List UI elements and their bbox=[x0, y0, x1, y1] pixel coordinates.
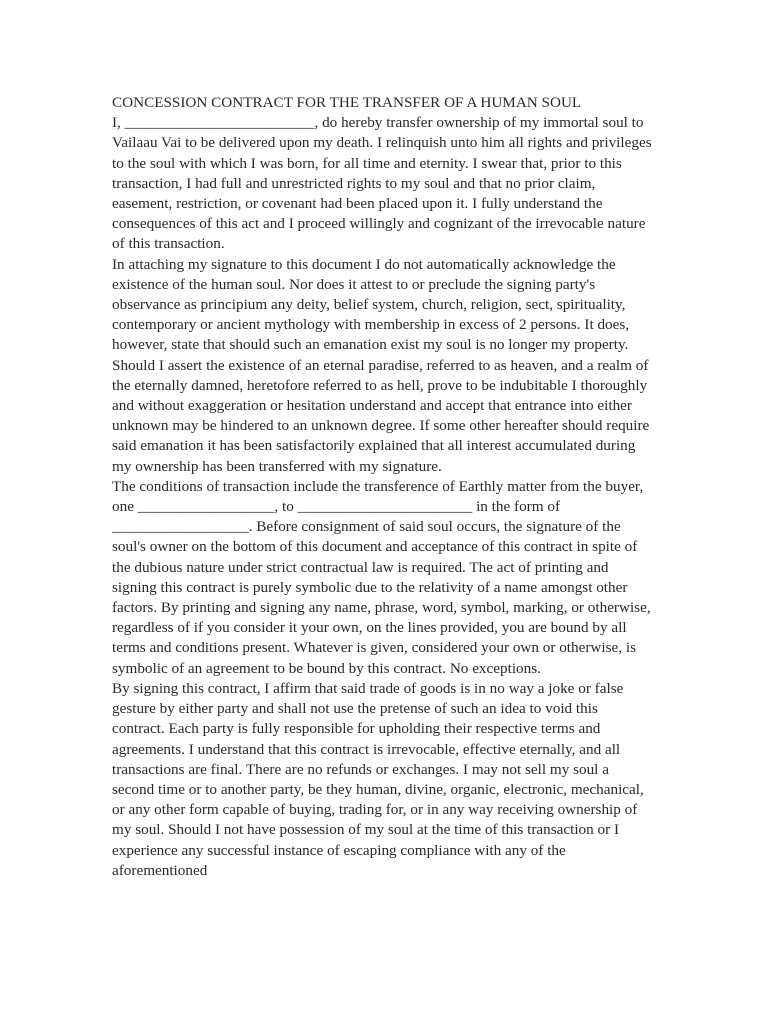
document-body bbox=[112, 93, 652, 881]
document-title: CONCESSION CONTRACT FOR THE TRANSFER OF A HUMAN SOUL bbox=[112, 94, 582, 111]
paragraph-signature-meaning: In attaching my signature to this document I do not automatically acknowledge the existence of the human soul. Nor does it attest to or preclude the signing party's observance as principium any deity, belief system, church, religion, sect, spirituality, contemporary or ancient mythology with membership in excess of 2 persons. It does, however, state that should such an emanation exist my soul is no longer my property. Should I assert the existence of an eternal paradise, referred to as heaven, and a realm of the eternally damned, heretofore referred to as hell, prove to be indubitable I thoroughly and without exaggeration or hesitation understand and accept that entrance into either unknown may be hindered to an unknown degree. If some other hereafter should require said emanation it has been satisfactorily explained that all interest accumulated during my ownership has been transferred with my signature. bbox=[112, 255, 650, 475]
paragraph-transaction-conditions: The conditions of transaction include the transference of Earthly matter from the buyer, one __________________, to _______________________ in the form of __________________. Before consignment of said soul occurs, the signature of the soul's owner on the bottom of this document and acceptance of this contract in spite of the dubious nature under strict contractual law is required. The act of printing and signing this contract is purely symbolic due to the relativity of a name amongst other factors. By printing and signing any name, phrase, word, symbol, marking, or otherwise, regardless of if you consider it your own, on the lines provided, you are bound by all terms and conditions present. Whatever is given, considered your own or otherwise, is symbolic of an agreement to be bound by this contract. No exceptions. bbox=[112, 477, 651, 677]
paragraph-affirmation: By signing this contract, I affirm that said trade of goods is in no way a joke or false gesture by either party and shall not use the pretense of such an idea to void this contract. Each party is fully responsible for upholding their respective terms and agreements. I understand that this contract is irrevocable, effective eternally, and all transactions are final. There are no refunds or exchanges. I may not sell my soul a second time or to another party, be they human, divine, organic, electronic, mechanical, or any other form capable of buying, trading for, or in any way receiving ownership of my soul. Should I not have possession of my soul at the time of this transaction or I experience any successful instance of escaping compliance with any of the aforementioned bbox=[112, 679, 644, 879]
paragraph-ownership-transfer: I, _________________________, do hereby transfer ownership of my immortal soul to Vailaau Vai to be delivered upon my death. I relinquish unto him all rights and privileges to the soul with which I was born, for all time and eternity. I swear that, prior to this transaction, I had full and unrestricted rights to my soul and that no prior claim, easement, restriction, or covenant had been placed upon it. I fully understand the consequences of this act and I proceed willingly and cognizant of the irrevocable nature of this transaction. bbox=[112, 114, 652, 253]
